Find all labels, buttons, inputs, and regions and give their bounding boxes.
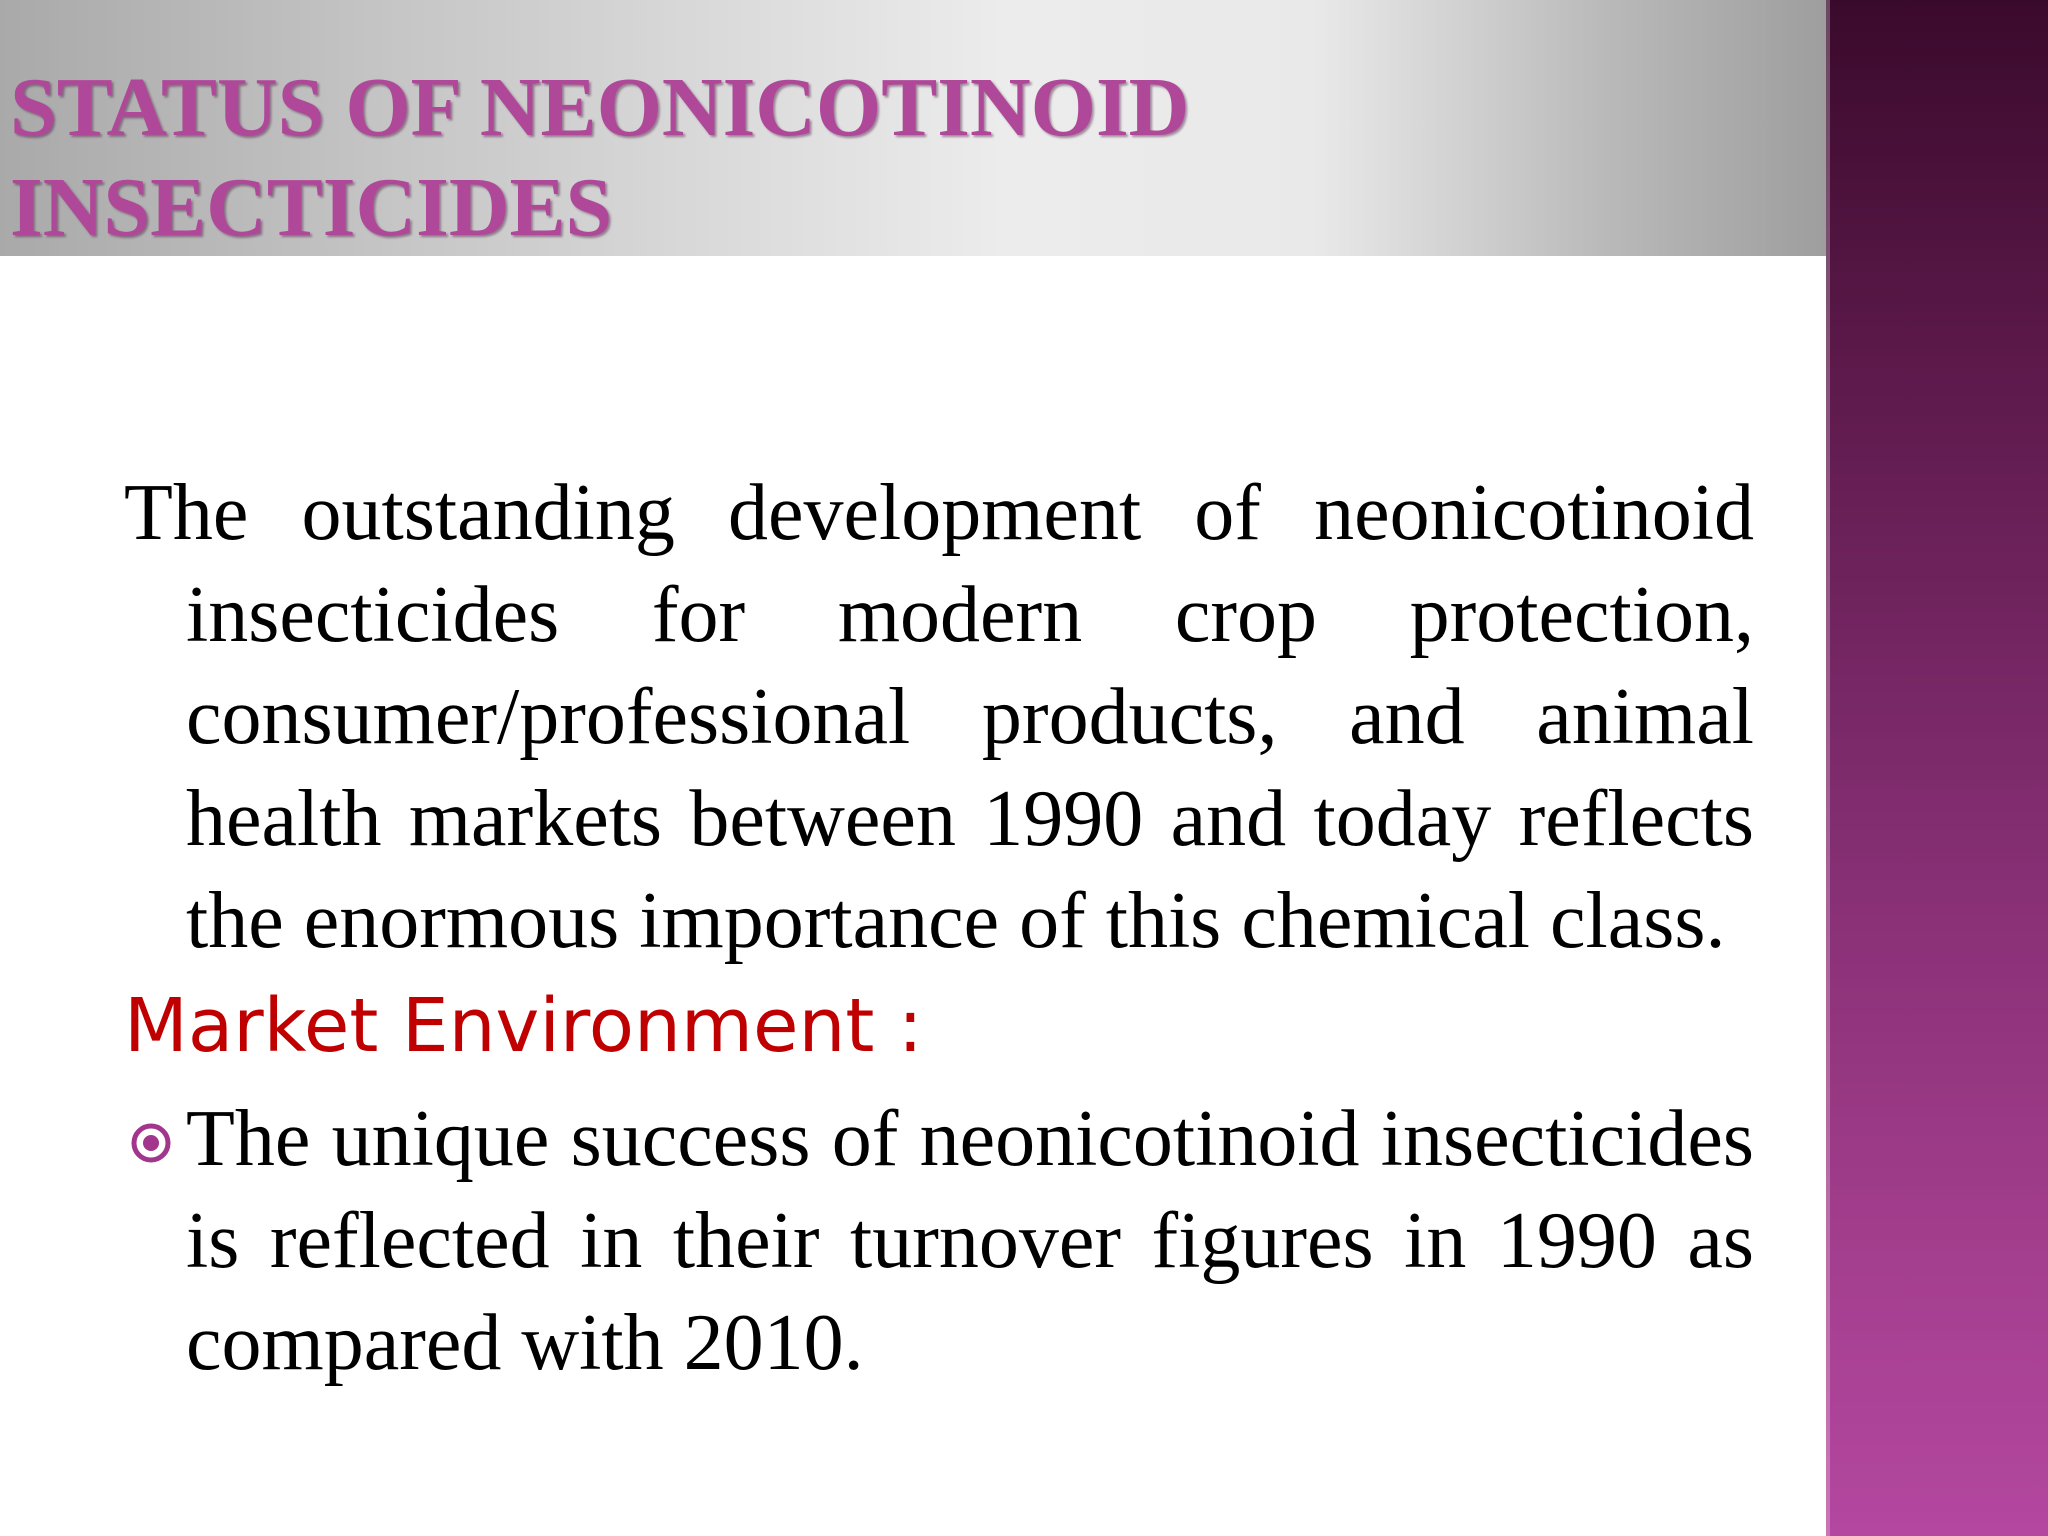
title-band bbox=[0, 0, 1826, 256]
slide-title bbox=[10, 58, 1189, 258]
circle-dot-bullet-icon bbox=[130, 1122, 172, 1164]
slide-title-line-1: STATUS OF NEONICOTINOID bbox=[10, 61, 1190, 154]
slide-body bbox=[124, 462, 1754, 1394]
slide-title-line-2: INSECTICIDES bbox=[10, 161, 613, 254]
decorative-side-bar bbox=[1826, 0, 2048, 1536]
bullet-text: The unique success of neonicotinoid insecticides is reflected in their turnover figures in 1990 as compared with 2010. bbox=[186, 1095, 1754, 1387]
list-item bbox=[124, 1088, 1754, 1394]
intro-paragraph: The outstanding development of neonicotinoid insecticides for modern crop protection, consumer/professional products, and animal health markets between 1990 and today reflects the enormous importance of this chemical class. bbox=[124, 469, 1754, 965]
side-bar-edge bbox=[1826, 0, 1830, 1536]
market-environment-heading: Market Environment : bbox=[124, 983, 923, 1069]
